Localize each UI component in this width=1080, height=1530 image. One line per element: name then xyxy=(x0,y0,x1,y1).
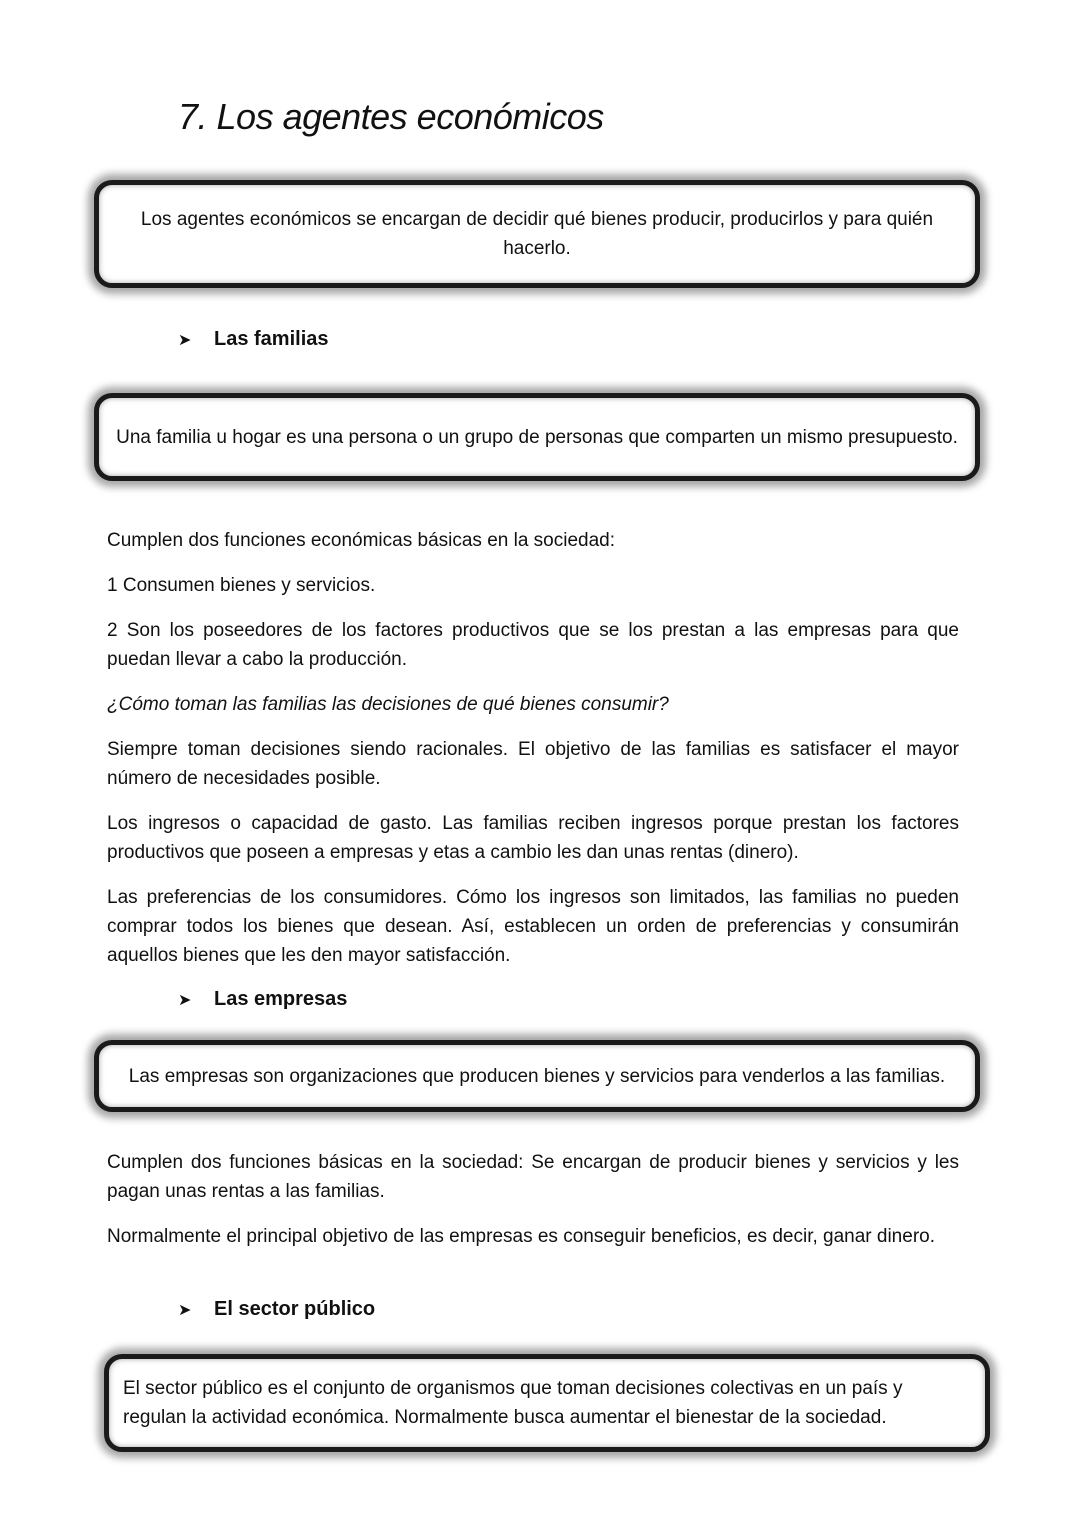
section-heading-label: Las familias xyxy=(214,328,329,350)
intro-definition-text: Los agentes económicos se encargan de decidir qué bienes producir, producirlos y para quién hacerlo. xyxy=(140,209,934,259)
arrowhead-bullet-icon: ➤ xyxy=(178,1301,192,1319)
familias-paragraph-6: Las preferencias de los consumidores. Cómo los ingresos son limitados, las familias no pueden comprar todos los bienes que desean. Así, establecen un orden de preferencias y consumirán aquellos bienes que les den mayor satisfacción. xyxy=(107,887,959,966)
empresas-paragraph-2: Normalmente el principal objetivo de las empresas es conseguir beneficios, es decir, ganar dinero. xyxy=(107,1226,935,1247)
familias-paragraph-2: 1 Consumen bienes y servicios. xyxy=(107,575,376,596)
section-heading-label: Las empresas xyxy=(214,988,348,1010)
page-title: 7. Los agentes económicos xyxy=(178,96,604,137)
empresas-definition-box xyxy=(94,1040,980,1112)
sector-publico-definition-box xyxy=(104,1354,990,1452)
familias-definition-box xyxy=(94,393,980,481)
intro-definition-box xyxy=(94,180,980,288)
empresas-paragraph-1: Cumplen dos funciones básicas en la sociedad: Se encargan de producir bienes y servicios y les pagan unas rentas a las familias. xyxy=(107,1152,959,1202)
familias-paragraph-1: Cumplen dos funciones económicas básicas en la sociedad: xyxy=(107,530,616,551)
section-heading-label: El sector público xyxy=(214,1298,376,1320)
arrowhead-bullet-icon: ➤ xyxy=(178,991,192,1009)
section-heading-familias xyxy=(178,328,329,351)
familias-paragraph-4: Siempre toman decisiones siendo racionales. El objetivo de las familias es satisfacer el mayor número de necesidades posible. xyxy=(107,739,959,789)
familias-paragraph-5: Los ingresos o capacidad de gasto. Las familias reciben ingresos porque prestan los factores productivos que poseen a empresas y etas a cambio les dan unas rentas (dinero). xyxy=(107,813,959,863)
familias-paragraph-3: 2 Son los poseedores de los factores productivos que se los prestan a las empresas para que puedan llevar a cabo la producción. xyxy=(107,620,959,670)
arrowhead-bullet-icon: ➤ xyxy=(178,331,192,349)
familias-question: ¿Cómo toman las familias las decisiones de qué bienes consumir? xyxy=(107,694,669,715)
section-heading-empresas xyxy=(178,988,347,1011)
sector-publico-definition-text: El sector público es el conjunto de organismos que toman decisiones colectivas en un país y regulan la actividad económica. Normalmente busca aumentar el bienestar de la sociedad. xyxy=(123,1378,903,1428)
familias-definition-text: Una familia u hogar es una persona o un grupo de personas que comparten un mismo presupuesto. xyxy=(116,426,958,448)
section-heading-sector-publico xyxy=(178,1298,375,1321)
empresas-definition-text: Las empresas son organizaciones que producen bienes y servicios para venderlos a las familias. xyxy=(128,1065,946,1087)
